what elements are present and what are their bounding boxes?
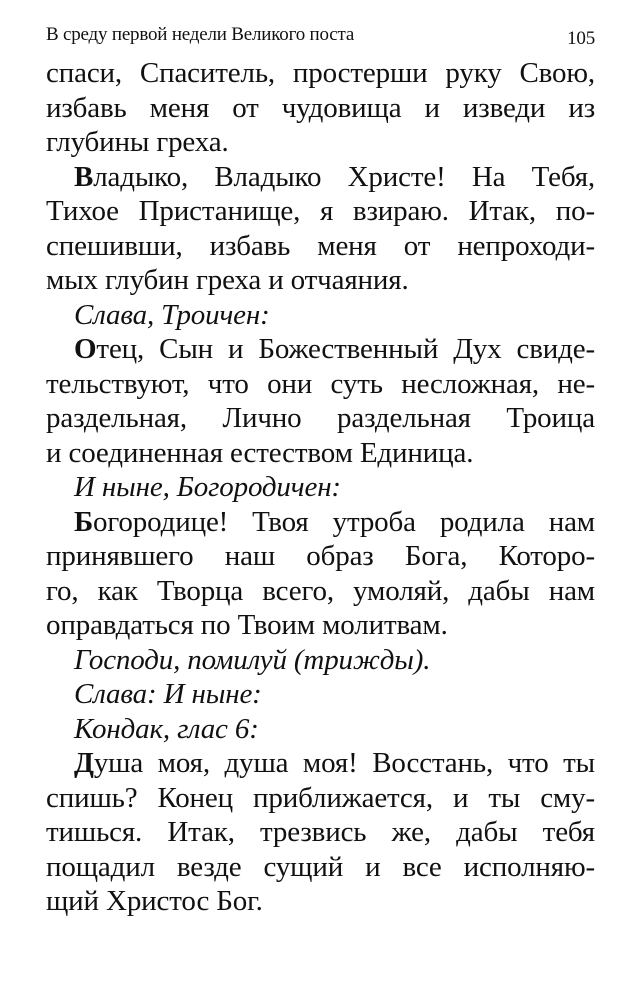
text-line: [46, 505, 595, 540]
bold-initial: О: [74, 333, 97, 365]
text-line: спишь? Конец приближается, и ты сму-: [46, 781, 595, 814]
text-line: [46, 332, 595, 367]
text-line: тельствуют, что они суть несложная, не-: [46, 367, 595, 400]
text-line: раздельная, Лично раздельная Троица: [46, 402, 595, 434]
rubric-line: Кондак, глас 6:: [74, 712, 259, 745]
rubric-line: Слава, Троичен:: [74, 298, 270, 331]
line-text: уша моя, душа моя! Восстань, что ты: [93, 747, 595, 779]
text-line: глубины греха.: [46, 126, 229, 158]
text-line: го, как Творца всего, умоляй, дабы нам: [46, 574, 595, 607]
bold-initial: В: [74, 160, 94, 193]
chapter-title: В среду первой недели Великого поста: [46, 24, 355, 45]
line-text: ладыко, Владыко Христе! На Тебя,: [93, 160, 595, 193]
rubric-line: И ныне, Богородичен:: [74, 471, 341, 503]
prayer-text: [46, 56, 595, 919]
text-line: Тихое Пристанище, я взираю. Итак, по-: [46, 195, 595, 227]
text-line: мых глубин греха и отчаяния.: [46, 264, 409, 296]
text-line: спешивши, избавь меня от непроходи-: [46, 229, 595, 262]
text-line: пощадил везде сущий и все исполняю-: [46, 850, 595, 883]
text-line: и соединенная естеством Единица.: [46, 436, 474, 469]
rubric-line: Господи, помилуй (трижды).: [74, 643, 431, 676]
text-line: [46, 746, 595, 781]
text-line: принявшего наш образ Бога, Которо-: [46, 540, 595, 572]
text-line: щий Христос Бог.: [46, 885, 263, 917]
page-number: 105: [567, 28, 595, 49]
text-line: оправдаться по Твоим молитвам.: [46, 609, 448, 641]
line-text: огородице! Твоя утроба родила нам: [93, 505, 595, 538]
text-line: спаси, Спаситель, простерши руку Свою,: [46, 57, 595, 89]
text-line: тишься. Итак, трезвись же, дабы тебя: [46, 816, 595, 848]
text-line: [46, 160, 595, 195]
bold-initial: Б: [74, 505, 94, 538]
text-line: избавь меня от чудовища и изведи из: [46, 91, 595, 124]
line-text: тец, Сын и Божественный Дух свиде-: [96, 333, 595, 365]
running-header: [46, 24, 595, 52]
bold-initial: Д: [74, 747, 94, 779]
rubric-line: Слава: И ныне:: [74, 678, 262, 710]
